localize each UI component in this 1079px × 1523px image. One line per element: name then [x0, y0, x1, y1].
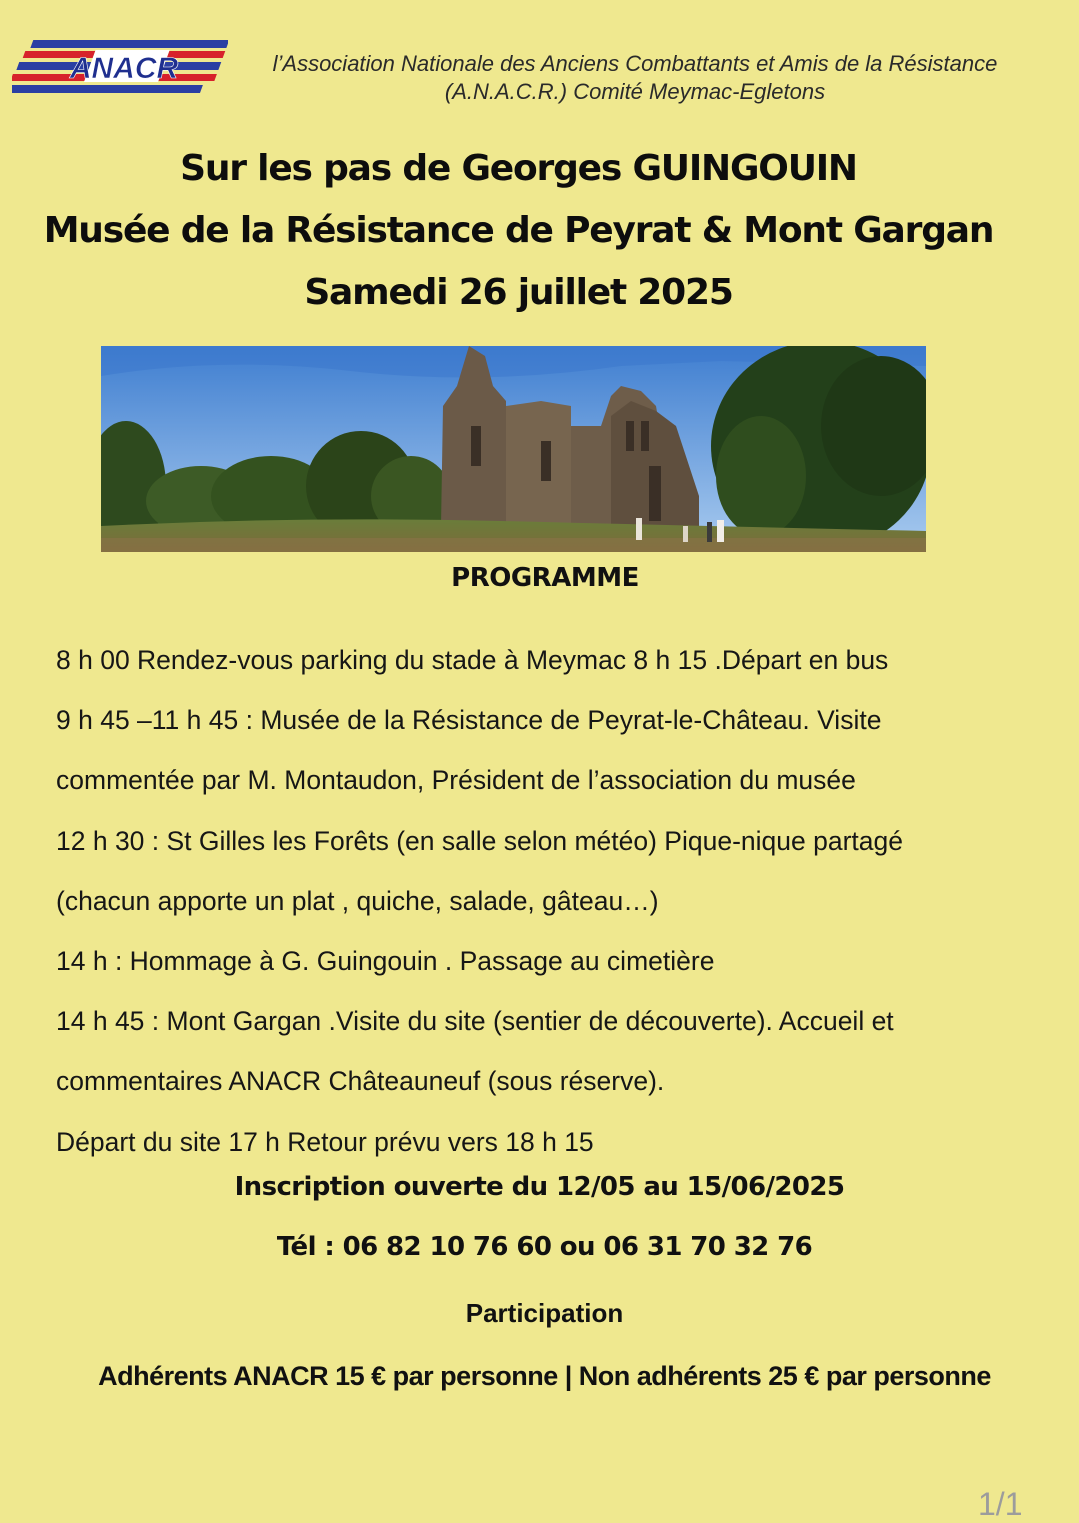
programme-line: 14 h 45 : Mont Gargan .Visite du site (sentier de découverte). Accueil et	[56, 1006, 894, 1037]
event-title	[0, 138, 1037, 324]
association-name	[230, 50, 1040, 106]
programme-line: commentaires ANACR Châteauneuf (sous réserve).	[56, 1066, 665, 1097]
programme-heading: PROGRAMME	[451, 563, 639, 593]
programme-line: commentée par M. Montaudon, Président de l’association du musée	[56, 765, 856, 796]
association-line-1: l’Association Nationale des Anciens Combattants et Amis de la Résistance	[272, 51, 998, 76]
participation-label: Participation	[465, 1298, 624, 1328]
programme-line: 8 h 00 Rendez-vous parking du stade à Meymac 8 h 15 .Départ en bus	[56, 645, 889, 675]
programme-list	[56, 630, 1056, 1172]
programme-line: 9 h 45 –11 h 45 : Musée de la Résistance de Peyrat-le-Château. Visite	[56, 705, 882, 736]
programme-line: Départ du site 17 h Retour prévu vers 18 h 15	[56, 1126, 594, 1157]
programme-line: 14 h : Hommage à G. Guingouin . Passage au cimetière	[56, 946, 715, 977]
svg-text:ANACR: ANACR	[69, 52, 179, 85]
page-indicator: 1/1	[978, 1486, 1023, 1522]
title-line-2: Musée de la Résistance de Peyrat & Mont Gargan	[43, 210, 994, 251]
participation-prices: Adhérents ANACR 15 € par personne | Non adhérents 25 € par personne	[98, 1361, 991, 1391]
programme-line: (chacun apporte un plat , quiche, salade, gâteau…)	[56, 885, 659, 916]
title-line-3: Samedi 26 juillet 2025	[304, 272, 733, 313]
inscription-dates: Inscription ouverte du 12/05 au 15/06/2025	[234, 1172, 845, 1202]
title-line-1: Sur les pas de Georges GUINGOUIN	[180, 148, 857, 189]
anacr-logo	[12, 38, 228, 98]
telephone-numbers: Tél : 06 82 10 76 60 ou 06 31 70 32 76	[276, 1232, 813, 1262]
association-line-2: (A.N.A.C.R.) Comité Meymac-Egletons	[444, 79, 826, 104]
programme-line: 12 h 30 : St Gilles les Forêts (en salle selon météo) Pique-nique partagé	[56, 825, 903, 856]
chapel-ruins-photo	[101, 346, 926, 552]
